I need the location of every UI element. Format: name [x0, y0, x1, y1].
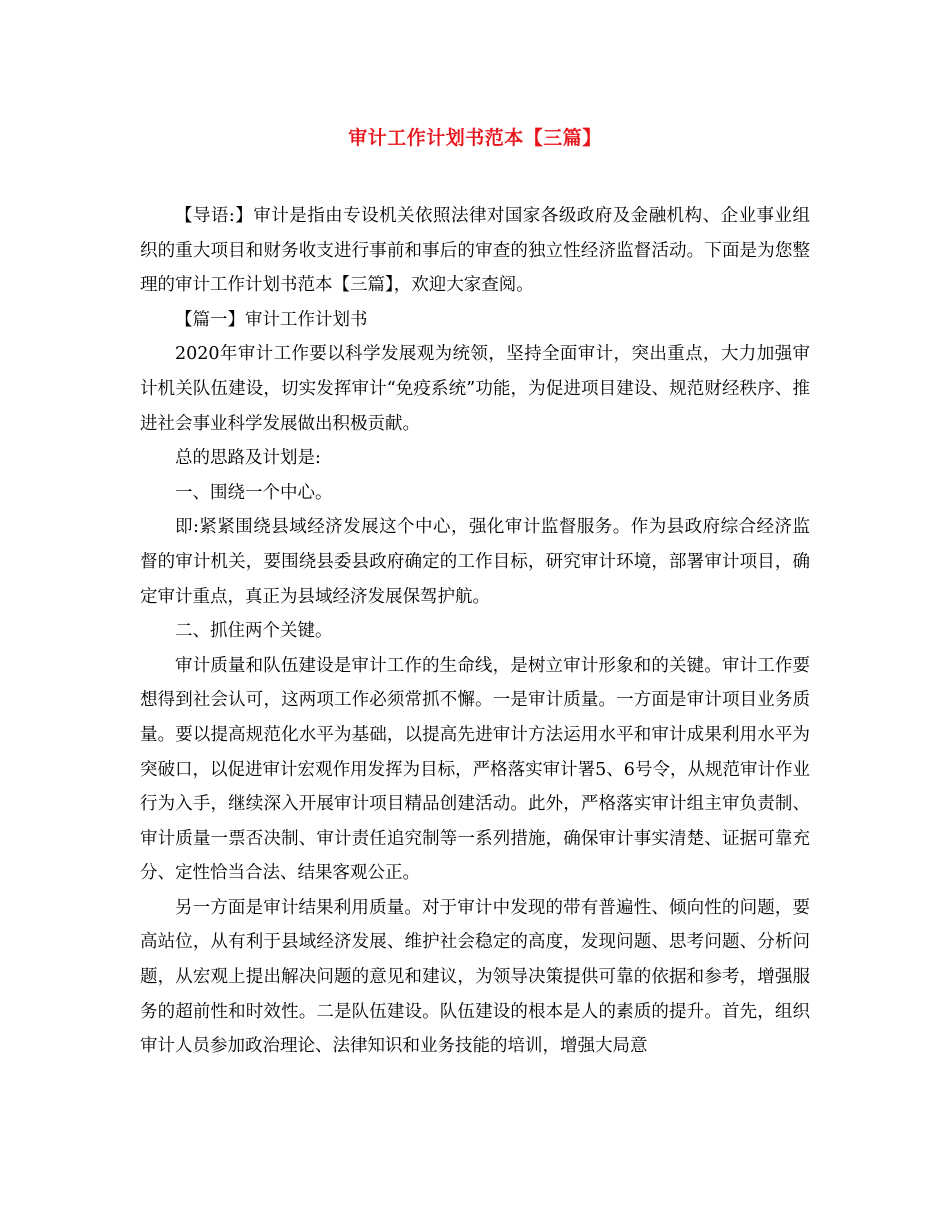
paragraph-subheading: 一、围绕一个中心。 [175, 482, 333, 503]
paragraph: 审计质量和队伍建设是审计工作的生命线，是树立审计形象和的关键。审计工作要想得到社会认可，这两项工作必须常抓不懈。一是审计质量。一方面是审计项目业务质量。要以提高规范化水平为基础，以提高先进审计方法运用水平和审计成果利用水平为突破口，以促进审计宏观作用发挥为目标，严格落实审计署5、6号令，从规范审计作业行为入手，继续深入开展审计项目精品创建活动。此外，严格落实审计组主审负责制、审计质量一票否决制、审计责任追究制等一系列措施，确保审计事实清楚、证据可靠充分、定性恰当合法、结果客观公正。 [140, 655, 810, 884]
paragraph-section-heading: 【篇一】审计工作计划书 [175, 309, 368, 330]
document-body [140, 193, 810, 1064]
paragraph: 总的思路及计划是: [175, 448, 321, 469]
paragraph-subheading: 二、抓住两个关键。 [175, 621, 333, 642]
paragraph: 2020年审计工作要以科学发展观为统领，坚持全面审计，突出重点，大力加强审计机关队伍建设，切实发挥审计“免疫系统”功能，为促进项目建设、规范财经秩序、推进社会事业科学发展做出积极贡献。 [140, 344, 810, 434]
paragraph-intro: 【导语:】审计是指由专设机关依照法律对国家各级政府及金融机构、企业事业组织的重大项目和财务收支进行事前和事后的审查的独立性经济监督活动。下面是为您整理的审计工作计划书范本【三篇】，欢迎大家查阅。 [140, 206, 810, 296]
paragraph: 另一方面是审计结果利用质量。对于审计中发现的带有普遍性、倾向性的问题，要高站位，从有利于县域经济发展、维护社会稳定的高度，发现问题、思考问题、分析问题，从宏观上提出解决问题的意见和建议，为领导决策提供可靠的依据和参考，增强服务的超前性和时效性。二是队伍建设。队伍建设的根本是人的素质的提升。首先，组织审计人员参加政治理论、法律知识和业务技能的培训，增强大局意 [140, 897, 810, 1057]
document-title: 审计工作计划书范本【三篇】 [348, 127, 602, 149]
paragraph: 即:紧紧围绕县域经济发展这个中心，强化审计监督服务。作为县政府综合经济监督的审计机关，要围绕县委县政府确定的工作目标，研究审计环境，部署审计项目，确定审计重点，真正为县域经济发展保驾护航。 [140, 517, 810, 607]
